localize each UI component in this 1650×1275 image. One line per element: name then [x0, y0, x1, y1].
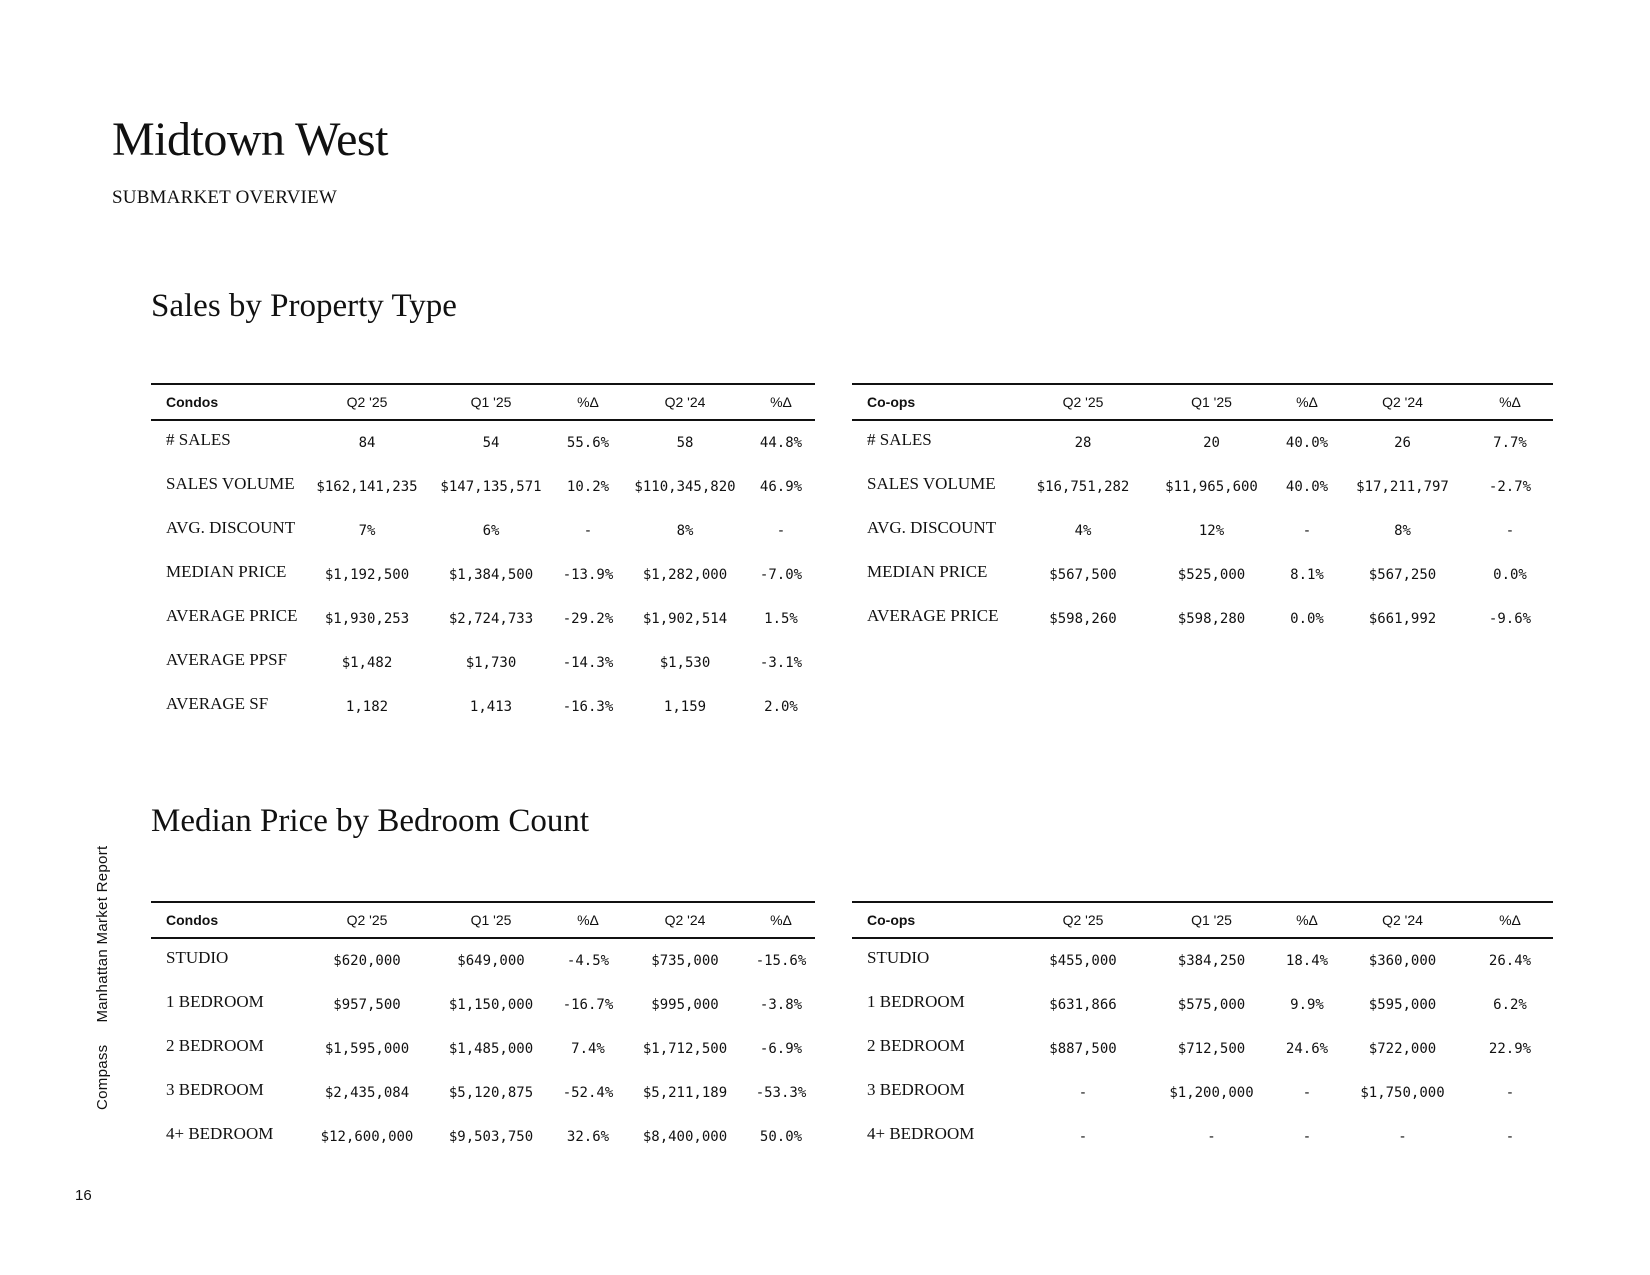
row-label: MEDIAN PRICE [867, 562, 988, 581]
report-name: Manhattan Market Report [94, 845, 111, 1023]
table-cell: 24.6% [1285, 1041, 1329, 1057]
table-header-row [151, 384, 815, 420]
table-cell: -2.7% [1488, 479, 1532, 495]
table-cell: 1,159 [663, 699, 707, 715]
row-label: STUDIO [166, 948, 229, 967]
table-cell: $16,751,282 [1036, 479, 1130, 495]
table-cell: $1,200,000 [1169, 1085, 1254, 1101]
row-label: 2 BEDROOM [166, 1036, 264, 1055]
table-cell: $8,400,000 [642, 1129, 728, 1145]
row-label: 4+ BEDROOM [867, 1124, 975, 1143]
table-cell: 12% [1198, 523, 1225, 539]
page-title: Midtown West [112, 113, 388, 166]
column-header: %Δ [1467, 902, 1553, 938]
table-cell: 0.0% [1290, 611, 1324, 627]
column-header: %Δ [1276, 384, 1338, 420]
table-cell: - [776, 523, 786, 539]
column-header: Q2 '24 [623, 902, 747, 938]
table-row [151, 553, 815, 597]
table-cell: 50.0% [759, 1129, 803, 1145]
table-cell: $575,000 [1177, 997, 1246, 1013]
table-cell: -52.4% [562, 1085, 614, 1101]
row-label: 3 BEDROOM [867, 1080, 965, 1099]
row-label: 4+ BEDROOM [166, 1124, 274, 1143]
sales-condos-table [151, 383, 815, 729]
bedroom-coops-table [852, 901, 1553, 1159]
table-row [852, 509, 1553, 553]
table-row [151, 1071, 815, 1115]
table-cell: -3.8% [759, 997, 803, 1013]
table-cell: 58 [676, 435, 694, 451]
bedroom-condos-table [151, 901, 815, 1159]
row-label: 2 BEDROOM [867, 1036, 965, 1055]
table-cell: -6.9% [759, 1041, 803, 1057]
table-cell: $887,500 [1049, 1041, 1117, 1057]
table-cell: $12,600,000 [320, 1129, 414, 1145]
table-cell: $17,211,797 [1356, 479, 1449, 495]
table-row [852, 553, 1553, 597]
row-label: 3 BEDROOM [166, 1080, 264, 1099]
table-cell: -16.3% [562, 699, 614, 715]
column-header: %Δ [1467, 384, 1553, 420]
table-cell: 1.5% [764, 611, 798, 627]
column-header: Q2 '24 [623, 384, 747, 420]
row-label: 1 BEDROOM [867, 992, 965, 1011]
row-label: 1 BEDROOM [166, 992, 264, 1011]
table-cell: $1,712,500 [642, 1041, 728, 1057]
table-cell: -29.2% [562, 611, 614, 627]
table-name-header: Co-ops [852, 902, 1019, 938]
table-cell: - [1302, 1129, 1312, 1145]
column-header: %Δ [747, 384, 815, 420]
table-cell: -7.0% [759, 567, 803, 583]
sales-coops-table [852, 383, 1553, 641]
table-cell: -4.5% [566, 953, 610, 969]
row-label: SALES VOLUME [867, 474, 996, 493]
table-cell: $1,750,000 [1360, 1085, 1445, 1101]
column-header: Q1 '25 [429, 384, 553, 420]
table-header-row [852, 902, 1553, 938]
column-header: %Δ [1276, 902, 1338, 938]
table-row [151, 641, 815, 685]
table-cell: 18.4% [1285, 953, 1329, 969]
table-cell: -13.9% [562, 567, 614, 583]
table-cell: $9,503,750 [448, 1129, 534, 1145]
table-cell: 84 [358, 435, 376, 451]
table-row [151, 938, 815, 983]
table-row [852, 983, 1553, 1027]
table-cell: 10.2% [566, 479, 610, 495]
side-footer-label [94, 846, 111, 1110]
row-label: SALES VOLUME [166, 474, 295, 493]
table-cell: -16.7% [562, 997, 614, 1013]
bedroom-section-title: Median Price by Bedroom Count [151, 803, 590, 839]
table-cell: $1,902,514 [642, 611, 728, 627]
table-cell: - [1078, 1085, 1088, 1101]
table-cell: 46.9% [759, 479, 803, 495]
table-row [852, 938, 1553, 983]
table-cell: 20 [1203, 435, 1220, 451]
table-row [151, 465, 815, 509]
table-cell: $455,000 [1049, 953, 1117, 969]
table-cell: 6% [482, 523, 500, 539]
row-label: # SALES [867, 430, 932, 449]
table-row [852, 1115, 1553, 1159]
table-cell: 7% [358, 523, 376, 539]
table-cell: 7.4% [571, 1041, 605, 1057]
table-cell: $1,150,000 [448, 997, 534, 1013]
table-cell: $995,000 [651, 997, 719, 1013]
row-label: STUDIO [867, 948, 930, 967]
table-cell: $649,000 [457, 953, 525, 969]
table-cell: $1,530 [659, 655, 711, 671]
table-cell: $525,000 [1177, 567, 1246, 583]
table-cell: 22.9% [1488, 1041, 1532, 1057]
table-cell: $1,595,000 [324, 1041, 410, 1057]
table-cell: $1,730 [465, 655, 517, 671]
column-header: Q2 '25 [305, 384, 429, 420]
table-row [151, 1027, 815, 1071]
row-label: AVG. DISCOUNT [867, 518, 997, 537]
table-cell: $1,485,000 [448, 1041, 534, 1057]
table-cell: 28 [1074, 435, 1092, 451]
column-header: %Δ [747, 902, 815, 938]
table-cell: - [583, 523, 593, 539]
column-header: Q2 '25 [305, 902, 429, 938]
page-subtitle: SUBMARKET OVERVIEW [112, 187, 337, 208]
table-header-row [852, 384, 1553, 420]
table-cell: $567,250 [1368, 567, 1437, 583]
table-row [852, 597, 1553, 641]
table-row [852, 1027, 1553, 1071]
table-cell: 9.9% [1290, 997, 1324, 1013]
table-cell: -9.6% [1488, 611, 1532, 627]
table-cell: $712,500 [1177, 1041, 1246, 1057]
table-cell: - [1302, 1085, 1312, 1101]
row-label: # SALES [166, 430, 231, 449]
table-cell: -14.3% [562, 655, 614, 671]
table-name-header: Condos [151, 902, 305, 938]
table-cell: $1,482 [341, 655, 393, 671]
table-cell: $11,965,600 [1165, 479, 1258, 495]
table-cell: 54 [482, 435, 500, 451]
column-header: Q2 '25 [1019, 384, 1147, 420]
table-cell: $147,135,571 [440, 479, 542, 495]
table-cell: 40.0% [1285, 479, 1329, 495]
table-cell: -53.3% [755, 1085, 807, 1101]
row-label: AVERAGE PPSF [166, 650, 288, 669]
table-cell: - [1398, 1129, 1407, 1145]
table-row [852, 420, 1553, 465]
table-cell: -3.1% [759, 655, 803, 671]
column-header: Q2 '24 [1338, 902, 1467, 938]
table-cell: 7.7% [1493, 435, 1527, 451]
table-cell: $1,384,500 [448, 567, 534, 583]
table-cell: $2,435,084 [324, 1085, 410, 1101]
table-cell: $661,992 [1368, 611, 1437, 627]
table-cell: $567,500 [1049, 567, 1117, 583]
table-cell: 2.0% [764, 699, 798, 715]
table-cell: 0.0% [1493, 567, 1527, 583]
table-cell: 8.1% [1290, 567, 1324, 583]
table-cell: $722,000 [1368, 1041, 1437, 1057]
column-header: Q1 '25 [429, 902, 553, 938]
table-cell: - [1505, 523, 1515, 539]
table-row [151, 509, 815, 553]
row-label: AVG. DISCOUNT [166, 518, 296, 537]
column-header: %Δ [553, 384, 623, 420]
table-cell: $5,211,189 [642, 1085, 728, 1101]
table-cell: - [1207, 1129, 1216, 1145]
column-header: Q1 '25 [1147, 384, 1276, 420]
row-label: AVERAGE SF [166, 694, 269, 713]
table-row [151, 420, 815, 465]
table-cell: $1,930,253 [324, 611, 410, 627]
table-cell: $631,866 [1049, 997, 1117, 1013]
row-label: MEDIAN PRICE [166, 562, 287, 581]
table-cell: -15.6% [755, 953, 807, 969]
table-row [852, 465, 1553, 509]
table-header-row [151, 902, 815, 938]
table-row [151, 597, 815, 641]
table-cell: 26.4% [1488, 953, 1532, 969]
table-cell: - [1078, 1129, 1088, 1145]
table-cell: $598,260 [1049, 611, 1117, 627]
table-cell: 6.2% [1493, 997, 1527, 1013]
table-row [151, 1115, 815, 1159]
table-name-header: Co-ops [852, 384, 1019, 420]
table-cell: $957,500 [333, 997, 401, 1013]
brand-name: Compass [94, 1044, 111, 1110]
column-header: Q2 '24 [1338, 384, 1467, 420]
table-cell: 44.8% [759, 435, 803, 451]
table-cell: $598,280 [1177, 611, 1246, 627]
sales-section-title: Sales by Property Type [151, 288, 457, 324]
column-header: %Δ [553, 902, 623, 938]
table-cell: 8% [1394, 523, 1411, 539]
table-cell: 4% [1074, 523, 1092, 539]
table-cell: - [1505, 1129, 1515, 1145]
table-cell: 8% [676, 523, 694, 539]
column-header: Q2 '25 [1019, 902, 1147, 938]
table-row [852, 1071, 1553, 1115]
table-row [151, 685, 815, 729]
table-cell: $2,724,733 [448, 611, 534, 627]
table-cell: 26 [1394, 435, 1411, 451]
table-cell: 1,413 [469, 699, 513, 715]
table-cell: 40.0% [1285, 435, 1329, 451]
table-cell: $360,000 [1368, 953, 1437, 969]
table-cell: - [1505, 1085, 1515, 1101]
table-cell: 55.6% [566, 435, 610, 451]
row-label: AVERAGE PRICE [166, 606, 298, 625]
table-cell: - [1302, 523, 1312, 539]
table-cell: $1,282,000 [642, 567, 728, 583]
table-cell: $595,000 [1368, 997, 1437, 1013]
table-row [151, 983, 815, 1027]
table-cell: $162,141,235 [316, 479, 418, 495]
table-cell: 32.6% [566, 1129, 610, 1145]
table-cell: $735,000 [651, 953, 719, 969]
table-cell: $384,250 [1177, 953, 1246, 969]
table-cell: 1,182 [345, 699, 389, 715]
table-cell: $110,345,820 [634, 479, 736, 495]
table-cell: $5,120,875 [448, 1085, 534, 1101]
table-cell: $620,000 [333, 953, 401, 969]
table-cell: $1,192,500 [324, 567, 410, 583]
table-name-header: Condos [151, 384, 305, 420]
row-label: AVERAGE PRICE [867, 606, 999, 625]
column-header: Q1 '25 [1147, 902, 1276, 938]
page-number: 16 [75, 1187, 92, 1204]
